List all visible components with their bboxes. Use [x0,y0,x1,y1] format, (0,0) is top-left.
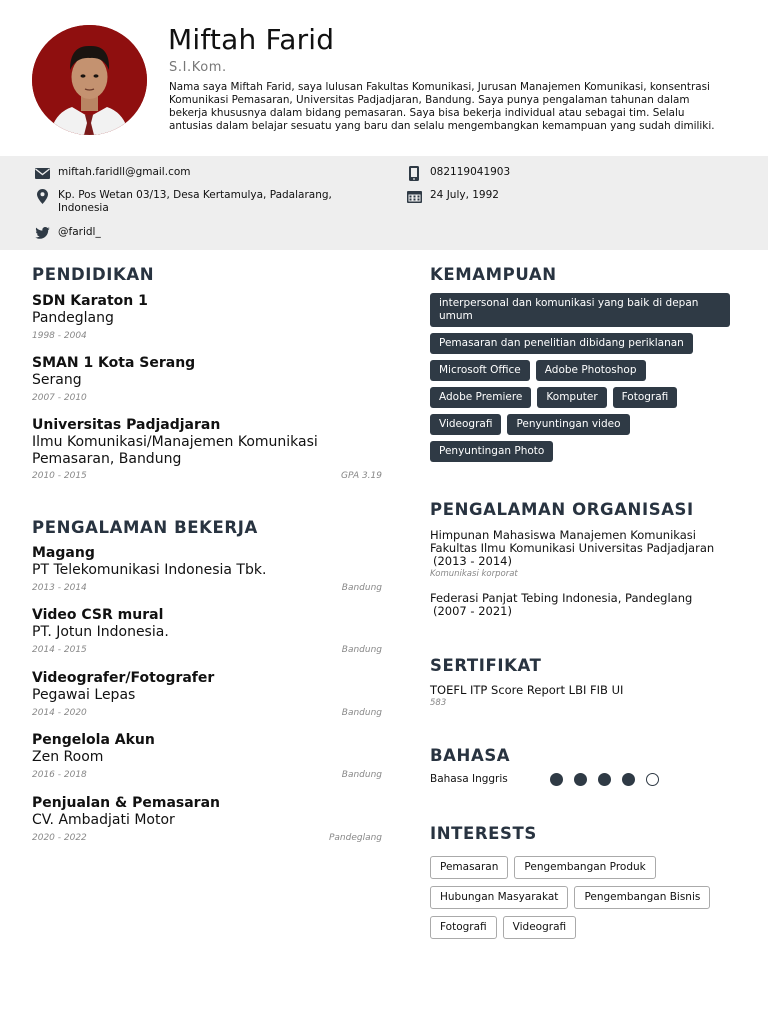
interests-list [430,856,730,939]
work-years: 2013 - 2014 [32,582,87,593]
work-entry [32,795,382,843]
organization-name: Himpunan Mahasiswa Manajemen Komunikasi Fakultas Ilmu Komunikasi Universitas Padjadjaran [430,528,715,555]
education-years: 1998 - 2004 [32,330,87,341]
skills-heading: KEMAMPUAN [430,265,557,284]
skill-tag: Pemasaran dan penelitian dibidang periklanan [430,333,693,354]
interest-tag: Hubungan Masyarakat [430,886,568,909]
education-detail: Ilmu Komunikasi/Manajemen Komunikasi Pemasaran, Bandung [32,434,318,467]
skill-tag: Adobe Premiere [430,387,531,408]
organization-entry [430,529,740,579]
education-entry [32,293,382,341]
work-company: Zen Room [32,749,104,765]
language-name: Bahasa Inggris [430,773,508,785]
academic-degree: S.I.Kom. [169,60,227,75]
education-entry [32,355,382,403]
certificate-entry [430,684,740,708]
work-entry [32,670,382,718]
work-years: 2020 - 2022 [32,832,87,843]
organization-years: (2007 - 2021) [433,604,512,618]
organization-years: (2013 - 2014) [433,554,512,568]
education-entry [32,417,382,481]
profile-photo [32,25,147,135]
skill-tag: Komputer [537,387,606,408]
work-heading: PENGALAMAN BEKERJA [32,518,258,537]
work-years: 2014 - 2015 [32,644,87,655]
skill-tag: Penyuntingan video [507,414,629,435]
contact-phone[interactable] [406,166,510,180]
education-school: SMAN 1 Kota Serang [32,355,196,371]
work-location: Bandung [341,582,382,593]
work-years: 2014 - 2020 [32,707,87,718]
level-dot [622,773,635,786]
work-location: Pandeglang [328,832,382,843]
contact-bar [0,156,768,250]
contact-birthdate [406,189,499,203]
work-company: PT. Jotun Indonesia. [32,624,169,640]
level-dot [646,773,659,786]
work-entry [32,732,382,780]
birthdate-text: 24 July, 1992 [430,189,499,201]
phone-text: 082119041903 [430,166,511,178]
contact-address [34,189,344,215]
map-pin-icon [34,189,50,203]
calendar-icon [406,189,422,203]
interest-tag: Fotografi [430,916,497,939]
work-company: Pegawai Lepas [32,687,136,703]
organization-name: Federasi Panjat Tebing Indonesia, Pandeglang [430,591,693,605]
education-detail: Serang [32,372,82,388]
work-location: Bandung [341,644,382,655]
level-dot [550,773,563,786]
work-location: Bandung [341,707,382,718]
work-role: Videografer/Fotografer [32,670,215,686]
interest-tag: Pemasaran [430,856,508,879]
contact-email[interactable] [34,166,191,180]
skill-tag: Penyuntingan Photo [430,441,553,462]
education-years: 2010 - 2015 [32,471,87,481]
interests-heading: INTERESTS [430,824,537,843]
profile-summary: Nama saya Miftah Farid, saya lulusan Fakultas Komunikasi, Jurusan Manajemen Komunikasi, konsentrasi Komunikasi Pemasaran, Universitas Padjadjaran, Bandung. Saya punya pengalaman tahunan dalam bekerja khususnya dalam bidang pemasaran. Saya bisa bekerja individual atau sebagai tim. Selalu antusias dalam belajar sesuatu yang baru dan selalu mengembangkan kemampuan yang sudah dimiliki. [169,81,715,132]
education-gpa: GPA 3.19 [340,471,382,481]
organization-entry [430,592,740,618]
work-entry [32,607,382,655]
skill-tag: Microsoft Office [430,360,530,381]
interest-tag: Videografi [503,916,576,939]
organizations-heading: PENGALAMAN ORGANISASI [430,500,694,519]
language-level [550,773,659,786]
work-role: Magang [32,545,95,561]
work-role: Pengelola Akun [32,732,155,748]
education-detail: Pandeglang [32,310,114,326]
contact-twitter[interactable] [34,226,101,240]
interest-tag: Pengembangan Bisnis [574,886,710,909]
certificates-heading: SERTIFIKAT [430,656,542,675]
work-entry [32,545,382,593]
work-years: 2016 - 2018 [32,769,87,780]
certificate-name: TOEFL ITP Score Report LBI FIB UI [430,683,624,697]
skills-list [430,293,735,462]
work-role: Video CSR mural [32,607,164,623]
envelope-icon [34,166,50,180]
work-company: PT Telekomunikasi Indonesia Tbk. [32,562,267,578]
language-entry [430,773,670,789]
certificate-score: 583 [430,698,447,708]
education-heading: PENDIDIKAN [32,265,155,284]
twitter-icon [34,226,50,240]
education-school: SDN Karaton 1 [32,293,148,309]
education-school: Universitas Padjadjaran [32,417,221,433]
interest-tag: Pengembangan Produk [514,856,655,879]
organization-role: Komunikasi korporat [430,569,518,579]
full-name: Miftah Farid [168,23,335,56]
work-role: Penjualan & Pemasaran [32,795,220,811]
education-years: 2007 - 2010 [32,392,87,403]
work-company: CV. Ambadjati Motor [32,812,175,828]
address-text: Kp. Pos Wetan 03/13, Desa Kertamulya, Padalarang, Indonesia [58,189,332,214]
phone-icon [406,166,422,180]
skill-tag: Videografi [430,414,501,435]
twitter-text: @faridl_ [58,226,101,238]
email-text: miftah.faridll@gmail.com [58,166,191,178]
skill-tag: interpersonal dan komunikasi yang baik di depan umum [430,293,730,327]
work-location: Bandung [341,769,382,780]
resume-header [0,0,768,156]
level-dot [574,773,587,786]
skill-tag: Adobe Photoshop [536,360,646,381]
level-dot [598,773,611,786]
skill-tag: Fotografi [613,387,678,408]
languages-heading: BAHASA [430,746,511,765]
